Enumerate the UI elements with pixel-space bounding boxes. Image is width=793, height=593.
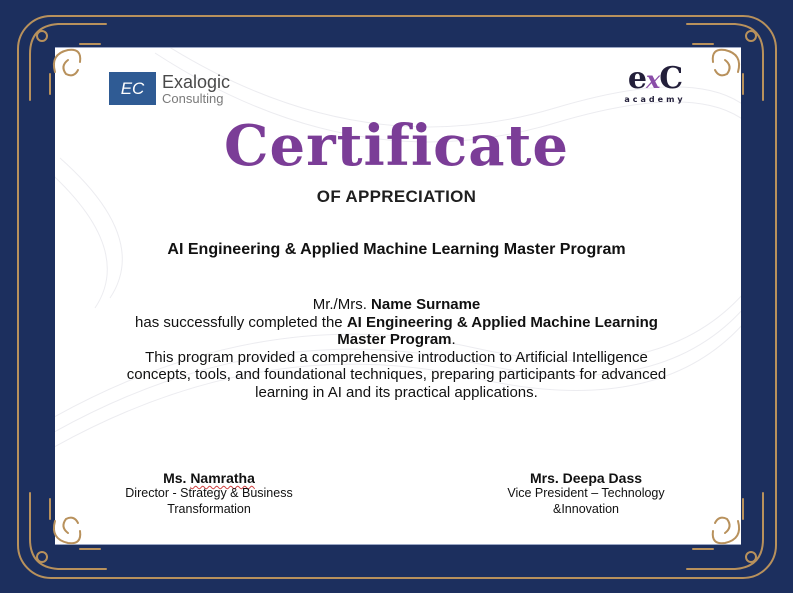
- certificate-title: Certificate: [223, 113, 570, 179]
- exc-academy-logo: [620, 61, 690, 104]
- exalogic-consulting-logo: [109, 72, 230, 105]
- signatory-role-line2: Transformation: [167, 501, 251, 516]
- signatory-role-line1: Vice President – Technology: [507, 486, 665, 500]
- ornament-corner-top-right-icon: [685, 14, 773, 102]
- completion-suffix: .: [451, 331, 456, 349]
- logo-line-consulting: Consulting: [162, 90, 224, 106]
- certificate-subtitle: OF APPRECIATION: [316, 187, 477, 206]
- signatory-name: Mrs. Deepa Dass: [529, 470, 643, 486]
- signatory-left: [100, 470, 318, 517]
- ec-badge: EC: [109, 72, 156, 105]
- exc-academy-label: academy: [624, 95, 686, 104]
- completion-program: AI Engineering & Applied Machine Learning Master Program: [337, 313, 658, 349]
- ornament-corner-top-left-icon: [20, 14, 108, 102]
- exc-mark-c: C: [659, 61, 683, 96]
- exc-mark-x: x: [645, 65, 660, 94]
- certificate-body: [120, 296, 673, 402]
- logo-line-exalogic: Exalogic: [162, 71, 231, 92]
- exc-mark-e: e: [627, 61, 646, 96]
- ornament-corner-bottom-right-icon: [685, 491, 773, 579]
- completion-prefix: has successfully completed the: [135, 313, 347, 331]
- signatory-role-line2: &Innovation: [552, 501, 620, 516]
- signatory-name: Ms. Namratha: [163, 470, 255, 486]
- signatory-right: [480, 470, 692, 517]
- salutation: Mr./Mrs.: [312, 296, 372, 313]
- recipient-line: [120, 296, 673, 314]
- completion-line: [120, 314, 673, 349]
- ornament-corner-bottom-left-icon: [20, 491, 108, 579]
- recipient-name: Name Surname: [371, 296, 481, 313]
- program-heading: AI Engineering & Applied Machine Learning Master Program: [167, 241, 626, 258]
- signatory-role-line1: Director - Strategy & Business: [125, 486, 293, 500]
- program-description: This program provided a comprehensive introduction to Artificial Intelligence concepts, tools, and foundational techniques, preparing participants for advanced learning in AI and its practical applications.: [126, 348, 667, 401]
